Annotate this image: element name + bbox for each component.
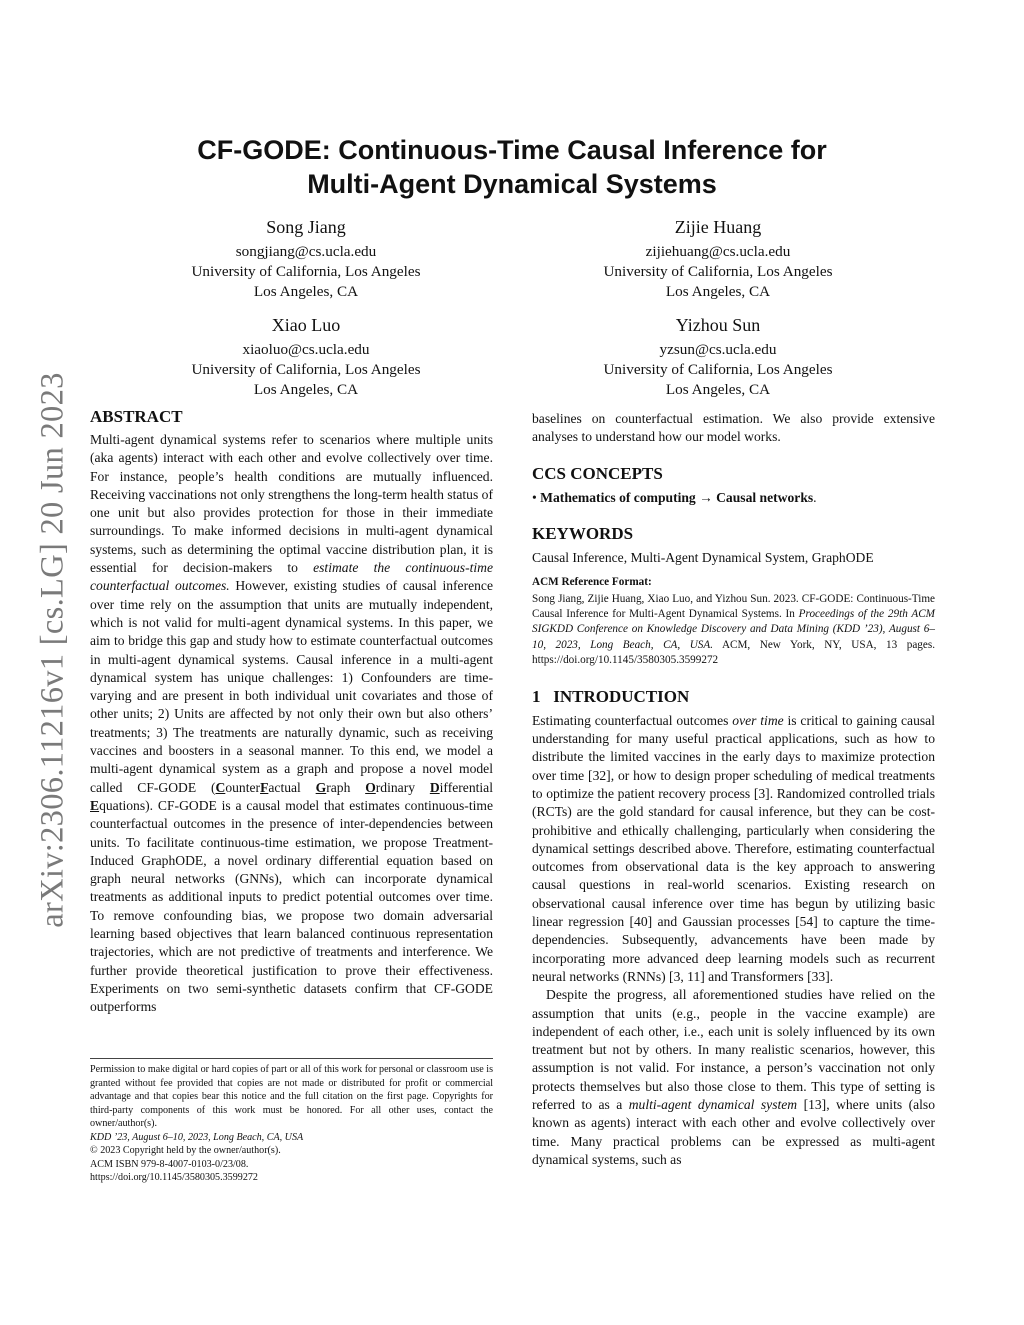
acronym-part: quations [99,797,146,813]
title-line-2: Multi-Agent Dynamical Systems [307,169,717,199]
author-email: yzsun@cs.ucla.edu [659,341,777,358]
intro-p2-emphasis: multi-agent dynamical system [628,1096,798,1112]
author-affiliation: University of California, Los Angeles [603,361,833,378]
acronym-part: rdinary [375,779,430,795]
author-email: zijiehuang@cs.ucla.edu [645,243,791,260]
introduction-heading: 1 INTRODUCTION [532,686,690,706]
keywords-heading: KEYWORDS [532,523,634,543]
acm-ref-text [532,592,935,667]
author-block-3 [141,314,471,400]
acronym-letter: C [215,779,226,795]
intro-p2-a: Despite the progress, all aforementioned studies have relied on the assumption that units (e.g., people in the vaccine example) are independent of each other, i.e., each unit is solely influenced by its own treatment but not by others. In many realistic scenarios, however, this assumption is not valid. For instance, a person’s vaccination not only protects themselves but also those close to them. This type of setting is referred to as a [532,987,935,1112]
intro-p1-b: is critical to gaining causal understanding for many useful practical applications, such as how to distribute the limited vaccines in the early days to maximize protection over time [32], or how to design proper scheduling of medical treatments to optimize the patient recovery process [3]. Randomized controlled trials (RCTs) are the gold standard for causal inference, but they can be cost-prohibitive and ethically challenging, particularly when considering the dynamical settings described above. Therefore, estimating counterfactual outcomes from observational data is the key approach to answering causal questions in real-world scenarios. Existing research on observational causal inference over time has begun by utilizing basic linear regression [40] and Gaussian processes [54] to capture the time-dependencies. Subsequently, advancements have been made by incorporating more advanced deep learning models such as recurrent neural networks (RNNs) [3, 11] and Transformers [33]. [532,712,935,984]
acronym-part: actual [268,779,316,795]
abstract-continued: baselines on counterfactual estimation. We also provide extensive analyses to understand how our model works. [532,411,935,445]
author-location: Los Angeles, CA [253,381,359,398]
author-location: Los Angeles, CA [665,381,771,398]
author-name: Yizhou Sun [675,315,761,335]
intro-paragraph-1 [532,712,935,986]
acm-ref-part-1: Song Jiang, Zijie Huang, Xiao Luo, and Yizhou Sun. 2023. CF-GODE: Continuous-Time Causal Inference for Multi-Agent Dynamical Systems. In [532,593,935,621]
paper-title [0,133,1024,201]
ccs-period: . [813,489,817,505]
arxiv-identifier [30,330,75,970]
title-line-1: CF-GODE: Continuous-Time Causal Inference for [197,135,827,165]
arxiv-stamp-text: arXiv:2306.11216v1 [cs.LG] 20 Jun 2023 [34,372,70,928]
author-location: Los Angeles, CA [665,283,771,300]
acm-ref-heading: ACM Reference Format: [532,576,652,589]
author-email: songjiang@cs.ucla.edu [235,243,377,260]
author-email: xiaoluo@cs.ucla.edu [242,341,370,358]
isbn-line: ACM ISBN 979-8-4007-0103-0/23/08. [90,1158,249,1170]
author-name: Song Jiang [266,217,346,237]
intro-p1-emphasis: over time [732,712,784,728]
acm-ref-part-2: ACM, New York, NY, USA, 13 pages. https://doi.org/10.1145/3580305.3599272 [532,638,935,666]
doi-link[interactable]: https://doi.org/10.1145/3580305.3599272 [90,1172,258,1183]
abstract-part-1: Multi-agent dynamical systems refer to scenarios where multiple units (aka agents) interact with each other and evolve collectively over time. For instance, people’s health conditions are mutually influenced. Receiving vaccinations not only strengthens the long-term health status of one unit but also provides protection for those in their immediate surroundings. To make informed decisions in multi-agent dynamical systems, such as determining the optimal vaccine distribution plan, it is essential for decision-makers to [90,432,493,576]
author-affiliation: University of California, Los Angeles [191,263,421,280]
ccs-heading: CCS CONCEPTS [532,463,663,483]
right-column [532,410,935,1169]
acronym-part: ifferential [439,779,493,795]
acronym-letter: D [429,779,440,795]
abstract-emphasis: estimate the continuous-time counterfactual outcomes. [90,560,493,594]
author-affiliation: University of California, Los Angeles [603,263,833,280]
acronym-letter: O [365,779,376,795]
bullet-icon: • [532,489,537,505]
author-name: Zijie Huang [674,217,762,237]
acm-reference [532,575,935,668]
author-block-2 [553,216,883,302]
intro-p1-a: Estimating counterfactual outcomes [532,712,733,728]
author-affiliation: University of California, Los Angeles [191,361,421,378]
permission-notice: Permission to make digital or hard copies of part or all of this work for personal or classroom use is granted without fee provided that copies are not made or distributed for profit or commercial advantage and that copies bear this notice and the full citation on the first page. Copyrights for third-party components of this work must be honored. For all other uses, contact the owner/author(s). [90,1064,493,1129]
author-location: Los Angeles, CA [253,283,359,300]
acm-ref-venue: Proceedings of the 29th ACM SIGKDD Conference on Knowledge Discovery and Data Mining (KDD ’23), August 6–10, 2023, Long Beach, CA, USA. [532,608,935,651]
acronym-letter: F [260,779,269,795]
left-column [90,407,493,1017]
conference-info: KDD ’23, August 6–10, 2023, Long Beach, CA, USA [90,1131,304,1143]
intro-p2-b: [13], where units (also known as agents) interact with each other and evolve collectively over time. Many practical problems can be expressed as multi-agent dynamical systems, such as [532,1096,935,1167]
ccs-concept-line [532,489,935,507]
author-name: Xiao Luo [271,315,341,335]
acronym-letter: E [90,797,100,813]
abstract-part-3: ). CF-GODE is a causal model that estimates continuous-time counterfactual outcomes in the presence of inter-dependencies between units. To facilitate continuous-time estimation, we propose Treatment-Induced GraphODE, a novel ordinary differential equation based on graph neural networks (GNNs), which can incorporate dynamical treatments as additional inputs to predict potential outcomes over time. To remove confounding bias, we propose two domain adversarial learning based objectives that learn balanced continuous representation trajectories, which are not predictive of treatments and interference. We further provide theoretical justification to prove their effectiveness. Experiments on two semi-synthetic datasets confirm that CF-GODE outperforms [90,797,493,1015]
ccs-concept: Mathematics of computing → Causal networks [540,489,814,505]
abstract-part-2: However, existing studies of causal inference over time rely on the assumption that units are mutually independent, which is not valid for multi-agent dynamical systems. In this paper, we aim to bridge this gap and study how to estimate counterfactual outcomes in multi-agent dynamical systems. Causal inference in a multi-agent dynamical system has unique challenges: 1) Confounders are time-varying and are present in both individual unit covariates and those of other units; 2) Units are affected by not only their own but also others’ treatments; 3) The treatments are naturally dynamic, such as receiving vaccines and boosters in a seasonal manner. To this end, we model a multi-agent dynamical system as a graph and propose a novel model called CF-GODE ( [90,578,493,795]
author-block-4 [553,314,883,400]
acronym-part: raph [326,779,366,795]
keywords-text: Causal Inference, Multi-Agent Dynamical System, GraphODE [532,549,874,565]
acronym-letter: G [315,779,327,795]
abstract-text [90,431,493,1017]
intro-paragraph-2 [532,986,935,1169]
abstract-heading: ABSTRACT [90,407,183,426]
acronym-part: ounter [225,779,261,795]
copyright-footnote [90,1058,493,1185]
author-block-1 [141,216,471,302]
copyright-line: © 2023 Copyright held by the owner/author(s). [90,1145,281,1156]
